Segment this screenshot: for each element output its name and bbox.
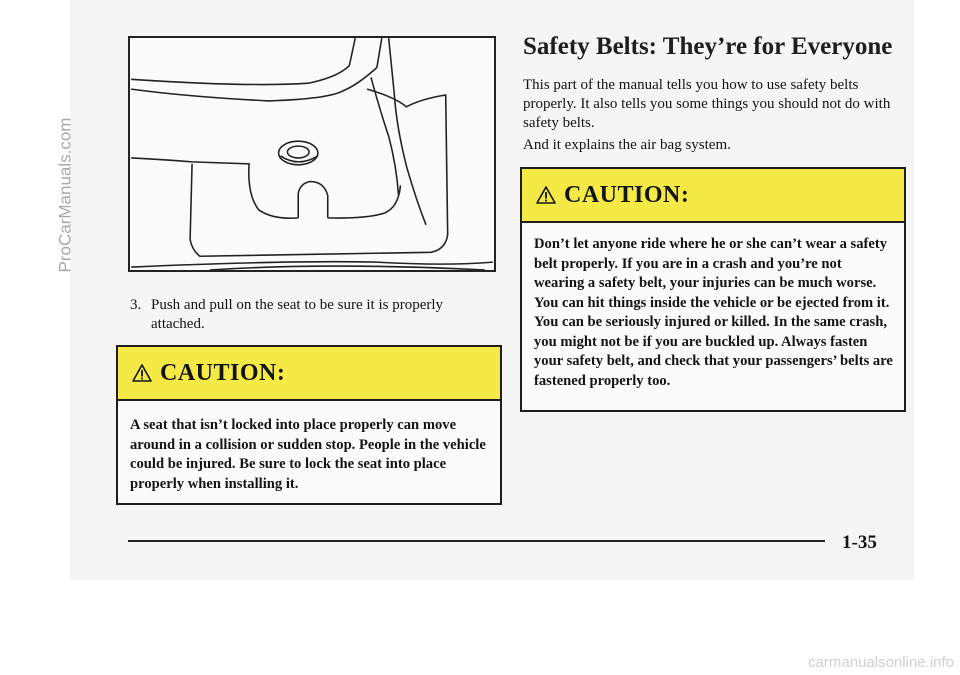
seat-latch-drawing <box>130 38 494 270</box>
caution-title: CAUTION: <box>160 359 286 386</box>
caution-box-safety-belt <box>520 167 906 412</box>
caution-text: Don’t let anyone ride where he or she can’t wear a safety belt properly. If you are in a crash and you’re not wearing a safety belt, your injuries can be much worse. You can hit things inside the vehicle or be ejected from it. You can be seriously injured or killed. In the same crash, you might not be if you are buckled up. Always fasten your safety belt, and check that your passengers’ belts are fastened properly too. <box>534 236 893 389</box>
page-number: 1-35 <box>842 532 877 553</box>
caution-text: A seat that isn’t locked into place properly can move around in a collision or sudden stop. People in the vehicle could be injured. Be sure to lock the seat into place properly when installing it. <box>130 417 486 492</box>
step-text: Push and pull on the seat to be sure it is properly attached. <box>151 297 444 332</box>
section-intro-airbag: And it explains the air bag system. <box>523 137 731 153</box>
section-heading: Safety Belts: They’re for Everyone <box>523 33 893 60</box>
warning-triangle-icon <box>536 186 556 204</box>
caution-header <box>522 169 904 223</box>
section-intro: This part of the manual tells you how to use safety belts properly. It also tells you some things you should not do with safety belts. <box>523 77 891 131</box>
step-number: 3. <box>130 297 142 313</box>
seat-illustration <box>128 36 496 272</box>
caution-header <box>118 347 500 401</box>
caution-title: CAUTION: <box>564 181 690 208</box>
instruction-step <box>130 296 490 334</box>
footer-watermark: carmanualsonline.info <box>808 654 954 671</box>
side-watermark: ProCarManuals.com <box>55 117 75 273</box>
footer-rule <box>128 540 825 542</box>
caution-box-seat <box>116 345 502 505</box>
warning-triangle-icon <box>132 364 152 382</box>
